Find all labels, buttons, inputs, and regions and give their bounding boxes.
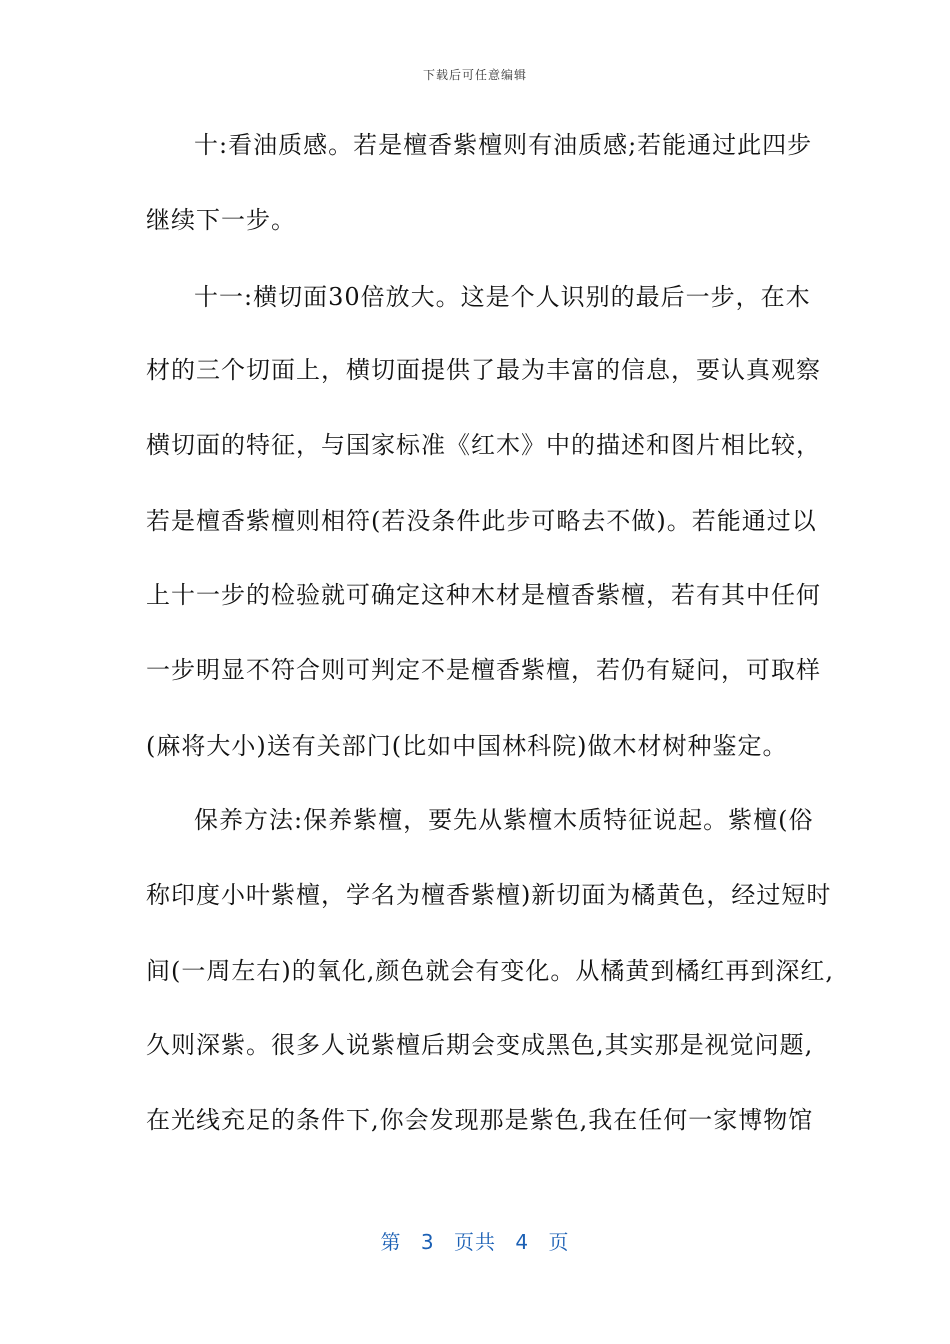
paragraph-line: 横切面的特征，与国家标准《红木》中的描述和图片相比较， [146, 431, 821, 459]
paragraph-line: 在光线充足的条件下,你会发现那是紫色,我在任何一家博物馆 [146, 1106, 814, 1134]
paragraph-line: 上十一步的检验就可确定这种木材是檀香紫檀，若有其中任何 [146, 581, 821, 609]
paragraph-line: 保养方法:保养紫檀，要先从紫檀木质特征说起。紫檀(俗 [194, 806, 814, 834]
header-note: 下载后可任意编辑 [422, 68, 527, 82]
paragraph-line: 久则深紫。很多人说紫檀后期会变成黑色,其实那是视觉问题, [146, 1031, 814, 1059]
paragraph-line: 十:看油质感。若是檀香紫檀则有油质感;若能通过此四步 [194, 131, 813, 159]
page-label-mid: 页共 [454, 1230, 496, 1254]
paragraph-line: 间(一周左右)的氧化,颜色就会有变化。从橘黄到橘红再到深红, [146, 957, 834, 985]
current-page-number: 3 [420, 1230, 435, 1254]
paragraph-line: 一步明显不符合则可判定不是檀香紫檀，若仍有疑问，可取样 [146, 656, 821, 684]
paragraph-line: 称印度小叶紫檀，学名为檀香紫檀)新切面为橘黄色，经过短时 [146, 881, 832, 909]
paragraph-line: 若是檀香紫檀则相符(若没条件此步可略去不做)。若能通过以 [146, 507, 817, 535]
paragraph-line: 十一:横切面30倍放大。这是个人识别的最后一步，在木 [194, 283, 811, 311]
total-pages-number: 4 [515, 1230, 530, 1254]
page-label-suffix: 页 [548, 1230, 570, 1254]
paragraph-line: 材的三个切面上，横切面提供了最为丰富的信息，要认真观察 [146, 356, 821, 384]
paragraph-line: (麻将大小)送有关部门(比如中国林科院)做木材树种鉴定。 [146, 732, 788, 760]
paragraph-line: 继续下一步。 [146, 206, 296, 234]
page-number-footer [0, 1226, 950, 1255]
page-label-prefix: 第 [380, 1230, 402, 1254]
